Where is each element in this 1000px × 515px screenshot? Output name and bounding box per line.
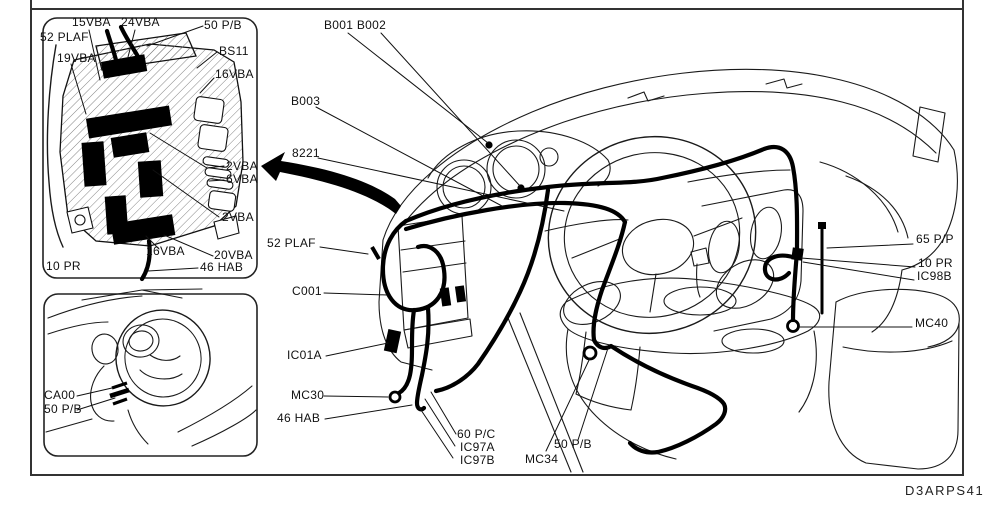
label-b001-b002: B001 B002 [324,18,387,32]
label-ic97b: IC97B [460,453,495,467]
label-16vba-bottom: 16VBA [146,244,185,258]
label-16vba-top: 16VBA [215,67,254,81]
label-mc40: MC40 [915,316,949,330]
label-2vba-lower: 2VBA [222,210,254,224]
label-65pp: 65 P/P [916,232,954,246]
label-ic97a: IC97A [460,440,495,454]
connector-b002 [517,184,524,191]
label-52plaf-fusebox: 52 PLAF [40,30,89,44]
dashboard-drawing [379,69,959,472]
label-2vba-upper: 2VBA [226,159,258,173]
grommet-mc40 [788,321,799,332]
label-b003: B003 [291,94,321,108]
label-6vba: 6VBA [226,172,258,186]
label-24vba: 24VBA [121,15,160,29]
connector-ic01a [384,329,401,353]
label-8221: 8221 [292,146,320,160]
grommet-mc30 [390,392,400,402]
label-50pb-main: 50 P/B [554,437,592,451]
label-50pb-fusebox: 50 P/B [204,18,242,32]
label-60pc: 60 P/C [457,427,496,441]
leader-lines [316,33,915,458]
label-15vba: 15VBA [72,15,111,29]
steering-column-inset [44,289,257,456]
steering-inset-border [44,294,257,456]
grommet-mc34 [584,347,596,359]
steering-harness-marks [110,383,129,404]
label-52plaf-main: 52 PLAF [267,236,316,250]
label-ic98b: IC98B [917,269,952,283]
label-50pb-steering: 50 P/B [44,402,82,416]
label-46hab-main: 46 HAB [277,411,321,425]
label-c001: C001 [292,284,322,298]
label-ic01a: IC01A [287,348,322,362]
label-10pr-main: 10 PR [918,256,953,270]
label-19vba: 19VBA [57,51,96,65]
steering-drawing [46,289,256,446]
figure-code: D3ARPS41 [905,483,985,498]
label-mc30: MC30 [291,388,325,402]
wiring-harness [372,141,826,452]
label-mc34: MC34 [525,452,559,466]
label-10pr-fusebox: 10 PR [46,259,81,273]
connector-b001 [485,141,492,148]
label-ca00: CA00 [44,388,76,402]
label-bs11: BS11 [219,44,249,58]
label-20vba: 20VBA [214,248,253,262]
connector-52plaf [372,247,379,259]
label-46hab-fusebox: 46 HAB [200,260,244,274]
connector-ic98b [791,247,804,260]
